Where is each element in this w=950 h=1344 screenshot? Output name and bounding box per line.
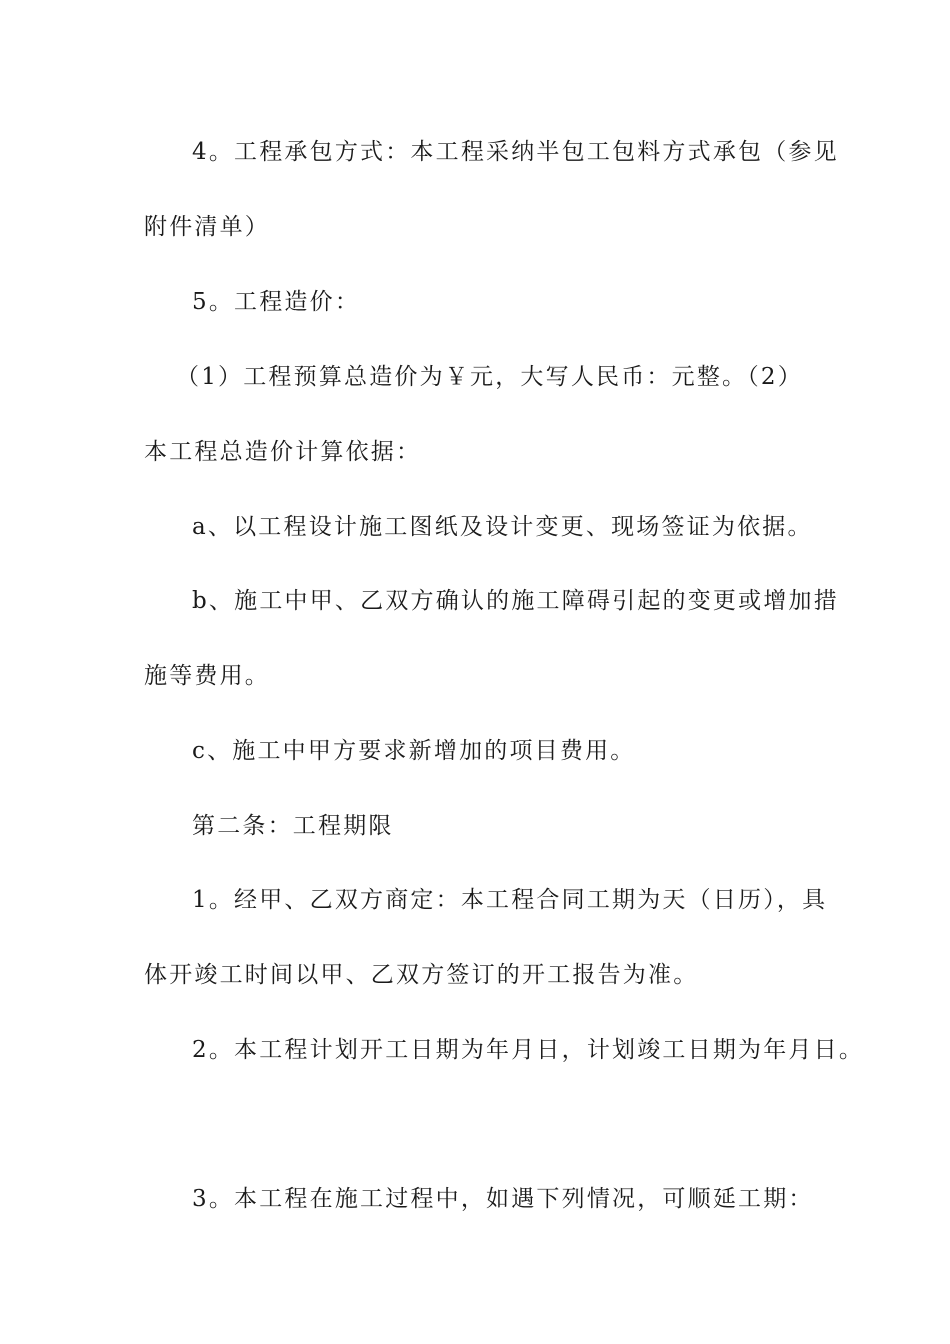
paragraph-budget: （1）工程预算总造价为￥元，大写人民币：元整。（2） <box>176 364 803 390</box>
paragraph-term-1: 1。经甲、乙双方商定：本工程合同工期为天（日历），具 <box>192 887 828 913</box>
paragraph-contract-method: 4。工程承包方式：本工程采纳半包工包料方式承包（参见 <box>192 139 839 165</box>
list-item-b-cont: 施等费用。 <box>144 663 270 689</box>
list-item-a: a、以工程设计施工图纸及设计变更、现场签证为依据。 <box>192 514 813 540</box>
paragraph-term-1-cont: 体开竣工时间以甲、乙双方签订的开工报告为准。 <box>144 962 699 988</box>
list-item-c: c、施工中甲方要求新增加的项目费用。 <box>192 738 636 764</box>
section-heading-article-2: 第二条：工程期限 <box>192 813 394 839</box>
list-item-b: b、施工中甲、乙双方确认的施工障碍引起的变更或增加措 <box>192 588 839 614</box>
paragraph-contract-method-cont: 附件清单） <box>144 214 270 240</box>
paragraph-term-3: 3。本工程在施工过程中，如遇下列情况，可顺延工期： <box>192 1186 814 1212</box>
paragraph-budget-basis: 本工程总造价计算依据： <box>144 439 422 465</box>
paragraph-term-2: 2。本工程计划开工日期为年月日，计划竣工日期为年月日。 <box>192 1037 865 1063</box>
paragraph-cost-heading: 5。工程造价： <box>192 289 361 315</box>
